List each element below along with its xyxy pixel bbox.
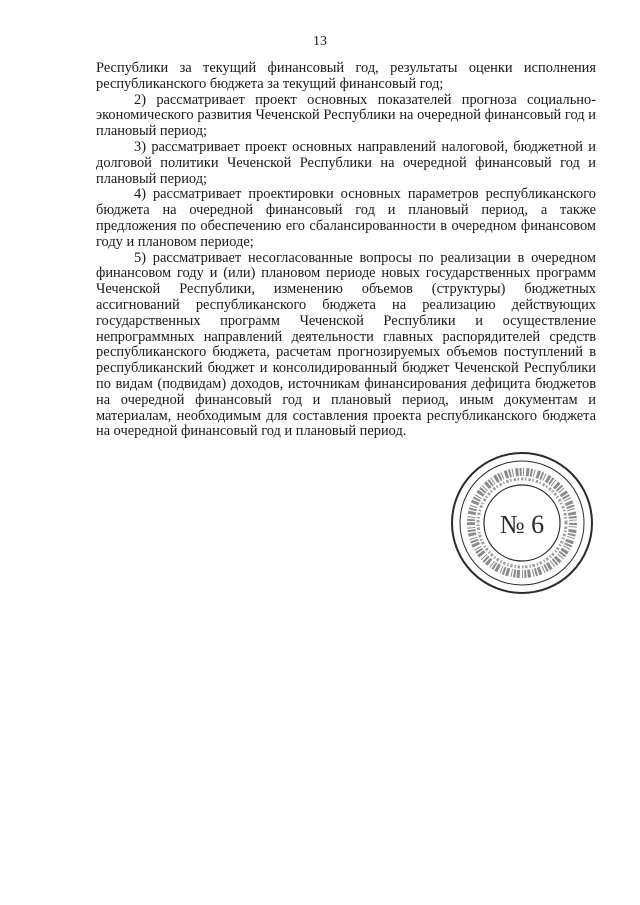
paragraph-item-2: 2) рассматривает проект основных показателей прогноза социально-экономического развития Чеченской Республики на очередной финансовый год и плановый период; bbox=[96, 91, 596, 140]
paragraph-item-4: 4) рассматривает проектировки основных параметров республиканского бюджета на очередной финансовый год и плановый период, а также предложения по обеспечению его сбалансированности в очередном финансовом году и плановом периоде; bbox=[96, 186, 596, 250]
paragraph-item-3: 3) рассматривает проект основных направлений налоговой, бюджетной и долговой политики Чеченской Республики на очередной финансовый год и плановый период; bbox=[96, 138, 596, 187]
stamp-number: № 6 bbox=[499, 510, 545, 539]
paragraph-continuation: Республики за текущий финансовый год, результаты оценки исполнения республиканского бюджета за текущий финансовый год; bbox=[96, 60, 596, 92]
official-stamp bbox=[447, 448, 597, 598]
paragraph-item-5: 5) рассматривает несогласованные вопросы по реализации в очередном финансовом году и (или) плановом периоде новых государственных программ Чеченской Республики, изменению объемов (структуры) бюджетных ассигнований республиканского бюджета на реализацию действующих государственных программ Чеченской Республики и осуществление непрограммных направлений деятельности главных распорядителей средств республиканского бюджета, расчетам прогнозируемых объемов поступлений в республиканский бюджет и консолидированный бюджет Чеченской Республики по видам (подвидам) доходов, источникам финансирования дефицита бюджетов на очередной финансовый год и плановый период, иным документам и материалам, необходимым для составления проекта республиканского бюджета на очередной финансовый год и плановый период. bbox=[96, 249, 596, 440]
document-body bbox=[96, 61, 596, 440]
page-number: 13 bbox=[313, 34, 327, 49]
